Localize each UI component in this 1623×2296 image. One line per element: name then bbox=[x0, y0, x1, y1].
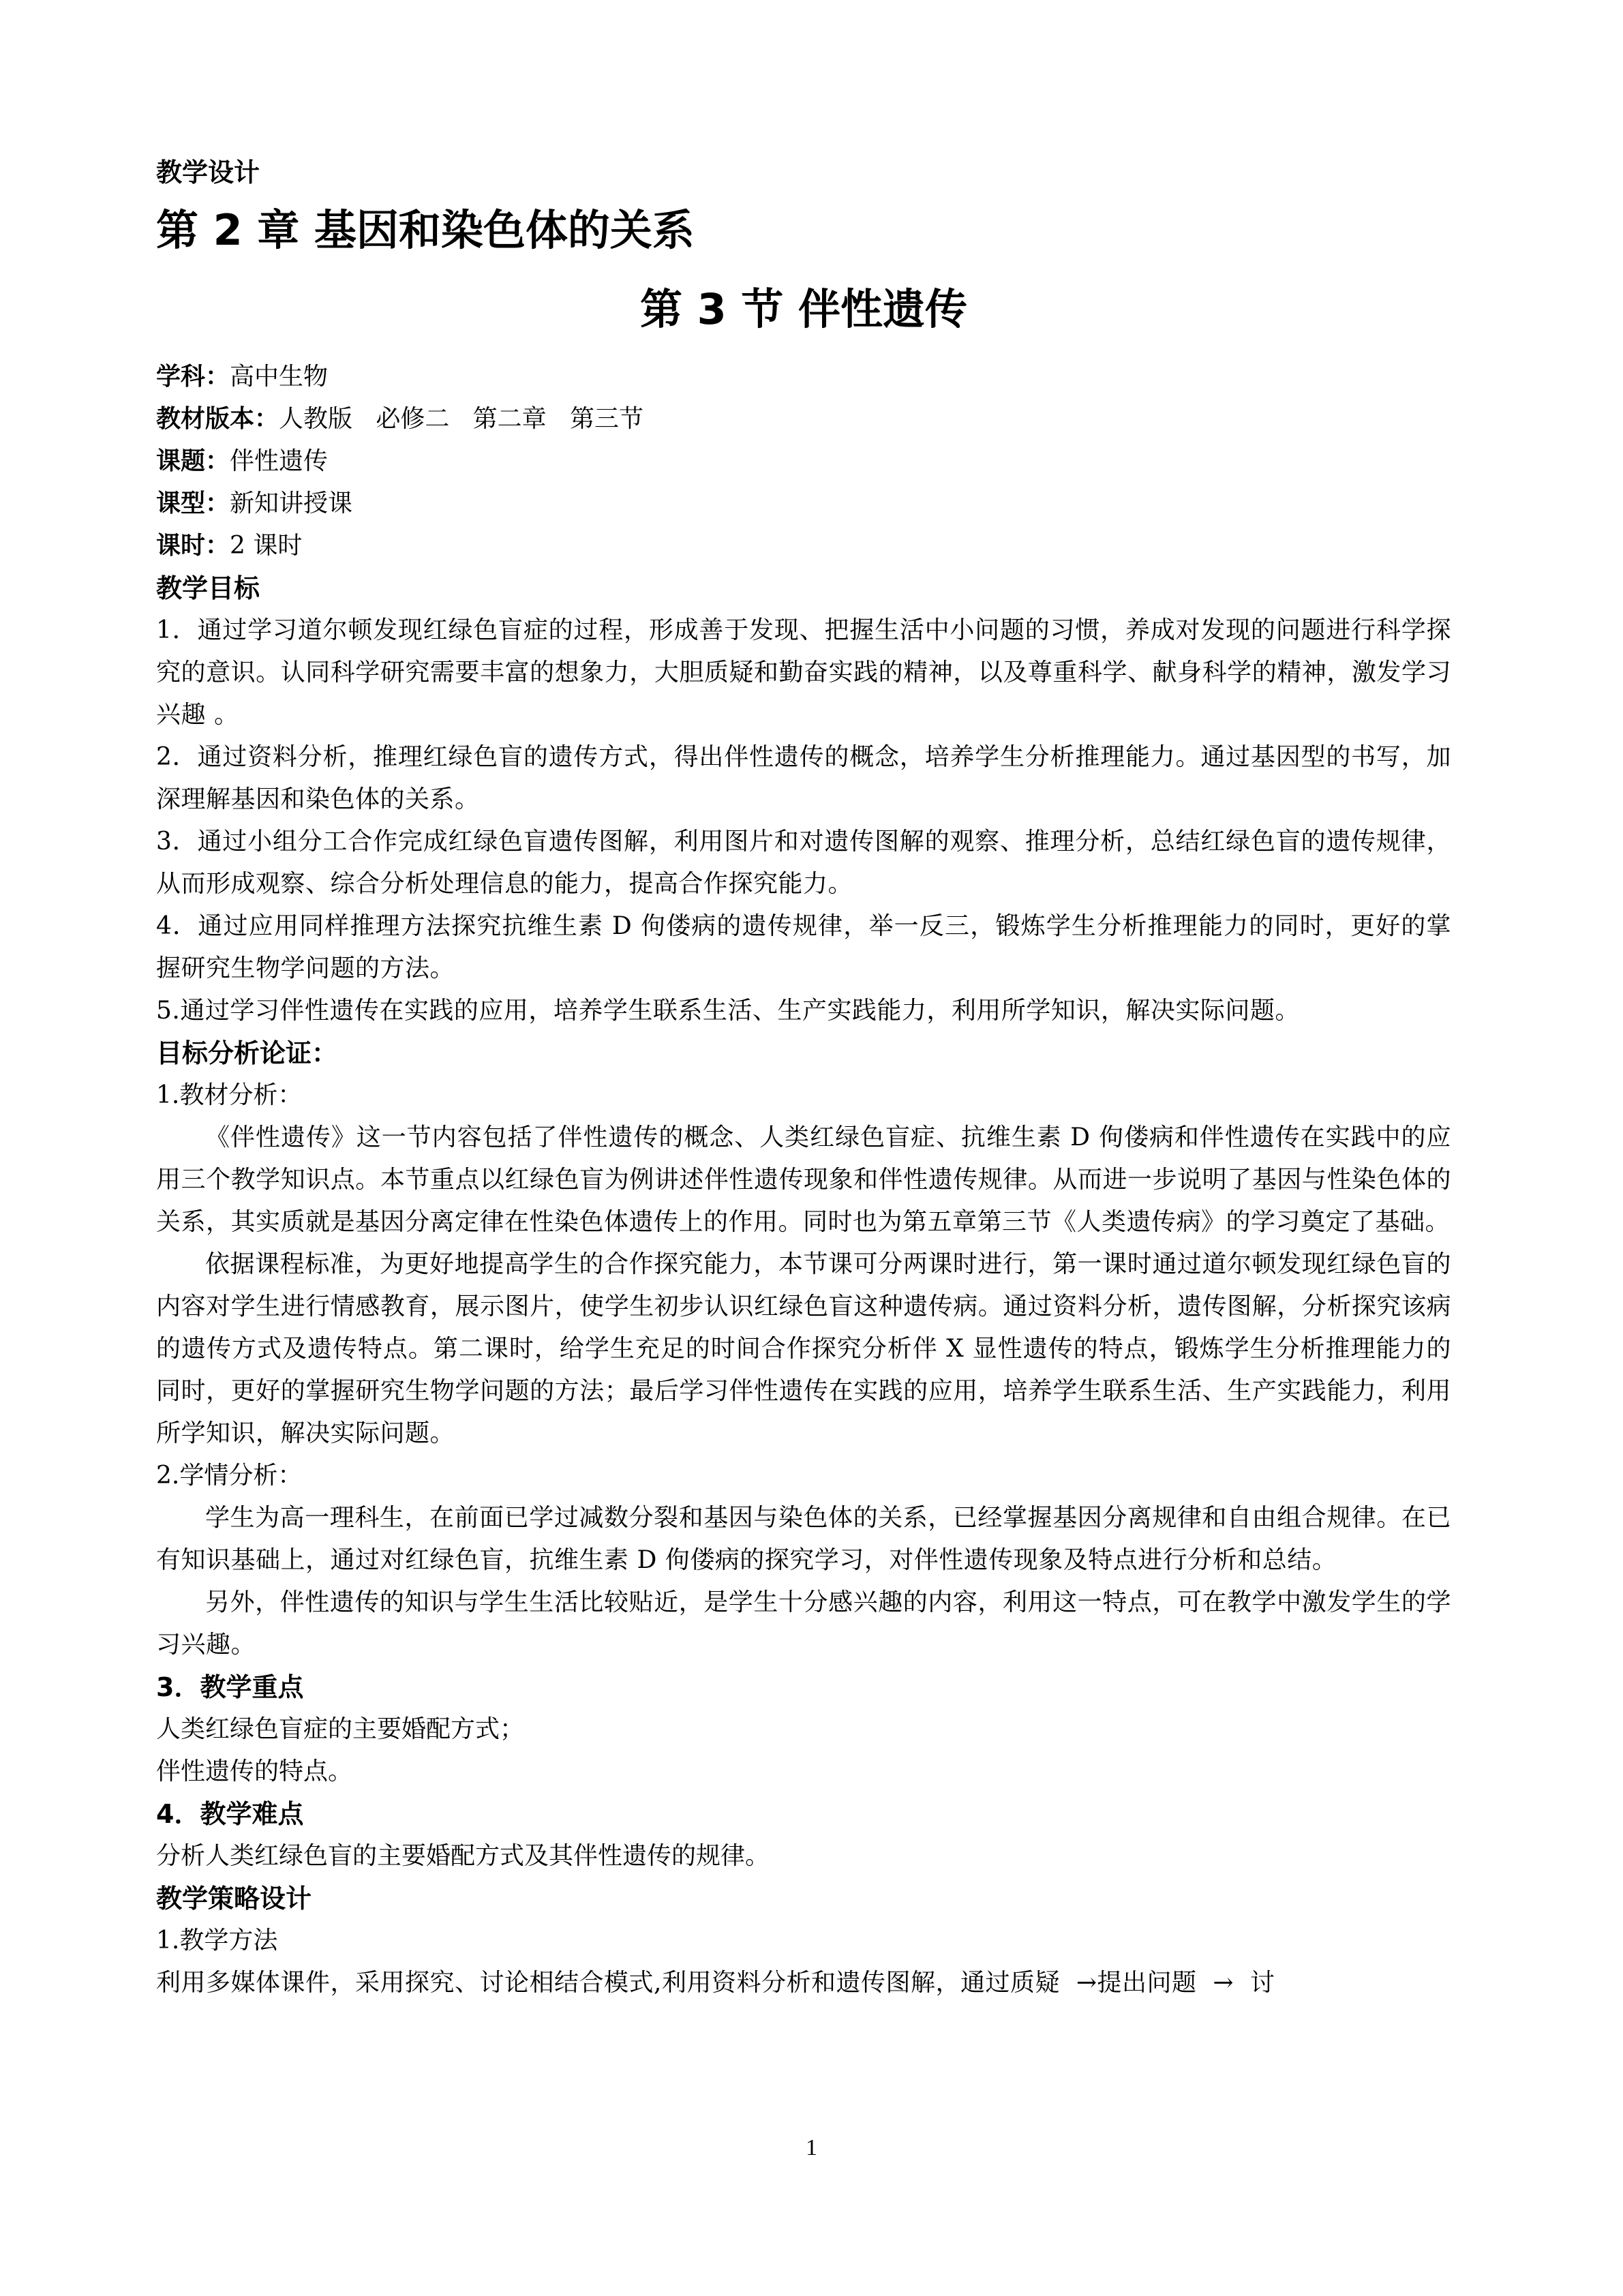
strategy-heading: 教学策略设计 bbox=[156, 1884, 312, 1914]
meta-topic-value: 伴性遗传 bbox=[230, 447, 329, 475]
meta-edition-value: 人教版 必修二 第二章 第三节 bbox=[279, 405, 644, 433]
meta-type-value: 新知讲授课 bbox=[230, 489, 353, 517]
key-point-item: 伴性遗传的特点。 bbox=[156, 1757, 353, 1785]
meta-topic bbox=[156, 440, 1451, 483]
meta-subject bbox=[156, 356, 1451, 398]
textbook-analysis-paragraph: 依据课程标准，为更好地提高学生的合作探究能力，本节课可分两课时进行，第一课时通过道尔顿发现红绿色盲的内容对学生进行情感教育，展示图片，使学生初步认识红绿色盲这种遗传病。通过资料分析，遗传图解，分析探究该病的遗传方式及遗传特点。第二课时，给学生充足的时间合作探究分析伴 X 显性遗传的特点，锻炼学生分析推理能力的同时，更好的掌握研究生物学问题的方法；最后学习伴性遗传在实践的应用，培养学生联系生活、生产实践能力，利用所学知识，解决实际问题。 bbox=[156, 1250, 1451, 1447]
key-point-item: 人类红绿色盲症的主要婚配方式； bbox=[156, 1715, 525, 1743]
meta-hours-value: 2 课时 bbox=[230, 532, 303, 560]
objective-item: 4．通过应用同样推理方法探究抗维生素 D 佝偻病的遗传规律，举一反三，锻炼学生分析推理能力的同时，更好的掌握研究生物学问题的方法。 bbox=[156, 912, 1451, 982]
meta-hours-label: 课时： bbox=[156, 532, 230, 560]
analysis-heading: 目标分析论证： bbox=[156, 1038, 338, 1068]
meta-subject-label: 学科： bbox=[156, 363, 230, 391]
student-analysis-label: 2.学情分析： bbox=[156, 1462, 303, 1490]
chapter-title: 第 2 章 基因和染色体的关系 bbox=[156, 205, 695, 255]
key-points-heading: 3．教学重点 bbox=[156, 1672, 304, 1702]
difficulties-heading: 4．教学难点 bbox=[156, 1799, 304, 1829]
document-type-label: 教学设计 bbox=[156, 157, 260, 187]
section-title: 第 3 节 伴性遗传 bbox=[640, 284, 967, 334]
document-body bbox=[156, 151, 1451, 2004]
meta-type bbox=[156, 483, 1451, 525]
objective-item: 3．通过小组分工合作完成红绿色盲遗传图解，利用图片和对遗传图解的观察、推理分析，总结红绿色盲的遗传规律，从而形成观察、综合分析处理信息的能力，提高合作探究能力。 bbox=[156, 828, 1451, 898]
meta-subject-value: 高中生物 bbox=[230, 363, 329, 391]
page-number: 1 bbox=[806, 2135, 817, 2160]
student-analysis-paragraph: 另外，伴性遗传的知识与学生生活比较贴近，是学生十分感兴趣的内容，利用这一特点，可在教学中激发学生的学习兴趣。 bbox=[156, 1588, 1451, 1659]
meta-hours bbox=[156, 525, 1451, 567]
teaching-method-text: 利用多媒体课件，采用探究、讨论相结合模式,利用资料分析和遗传图解，通过质疑 →提出问题 → 讨 bbox=[156, 1969, 1275, 1997]
meta-type-label: 课型： bbox=[156, 489, 230, 517]
textbook-analysis-label: 1.教材分析： bbox=[156, 1081, 303, 1109]
meta-topic-label: 课题： bbox=[156, 447, 230, 475]
teaching-method-label: 1.教学方法 bbox=[156, 1927, 278, 1954]
objective-item: 1．通过学习道尔顿发现红绿色盲症的过程，形成善于发现、把握生活中小问题的习惯，养成对发现的问题进行科学探究的意识。认同科学研究需要丰富的想象力，大胆质疑和勤奋实践的精神，以及尊重科学、献身科学的精神，激发学习兴趣 。 bbox=[156, 616, 1451, 729]
objective-item: 2．通过资料分析，推理红绿色盲的遗传方式，得出伴性遗传的概念，培养学生分析推理能力。通过基因型的书写，加深理解基因和染色体的关系。 bbox=[156, 743, 1451, 813]
objective-item: 5.通过学习伴性遗传在实践的应用，培养学生联系生活、生产实践能力，利用所学知识，解决实际问题。 bbox=[156, 997, 1300, 1025]
meta-edition bbox=[156, 398, 1451, 440]
objectives-heading: 教学目标 bbox=[156, 573, 260, 603]
difficulty-item: 分析人类红绿色盲的主要婚配方式及其伴性遗传的规律。 bbox=[156, 1842, 770, 1870]
meta-edition-label: 教材版本： bbox=[156, 405, 279, 433]
textbook-analysis-paragraph: 《伴性遗传》这一节内容包括了伴性遗传的概念、人类红绿色盲症、抗维生素 D 佝偻病和伴性遗传在实践中的应用三个教学知识点。本节重点以红绿色盲为例讲述伴性遗传现象和伴性遗传规律。从而进一步说明了基因与性染色体的关系，其实质就是基因分离定律在性染色体遗传上的作用。同时也为第五章第三节《人类遗传病》的学习奠定了基础。 bbox=[156, 1123, 1451, 1236]
student-analysis-paragraph: 学生为高一理科生，在前面已学过减数分裂和基因与染色体的关系，已经掌握基因分离规律和自由组合规律。在已有知识基础上，通过对红绿色盲，抗维生素 D 佝偻病的探究学习，对伴性遗传现象及特点进行分析和总结。 bbox=[156, 1504, 1451, 1574]
